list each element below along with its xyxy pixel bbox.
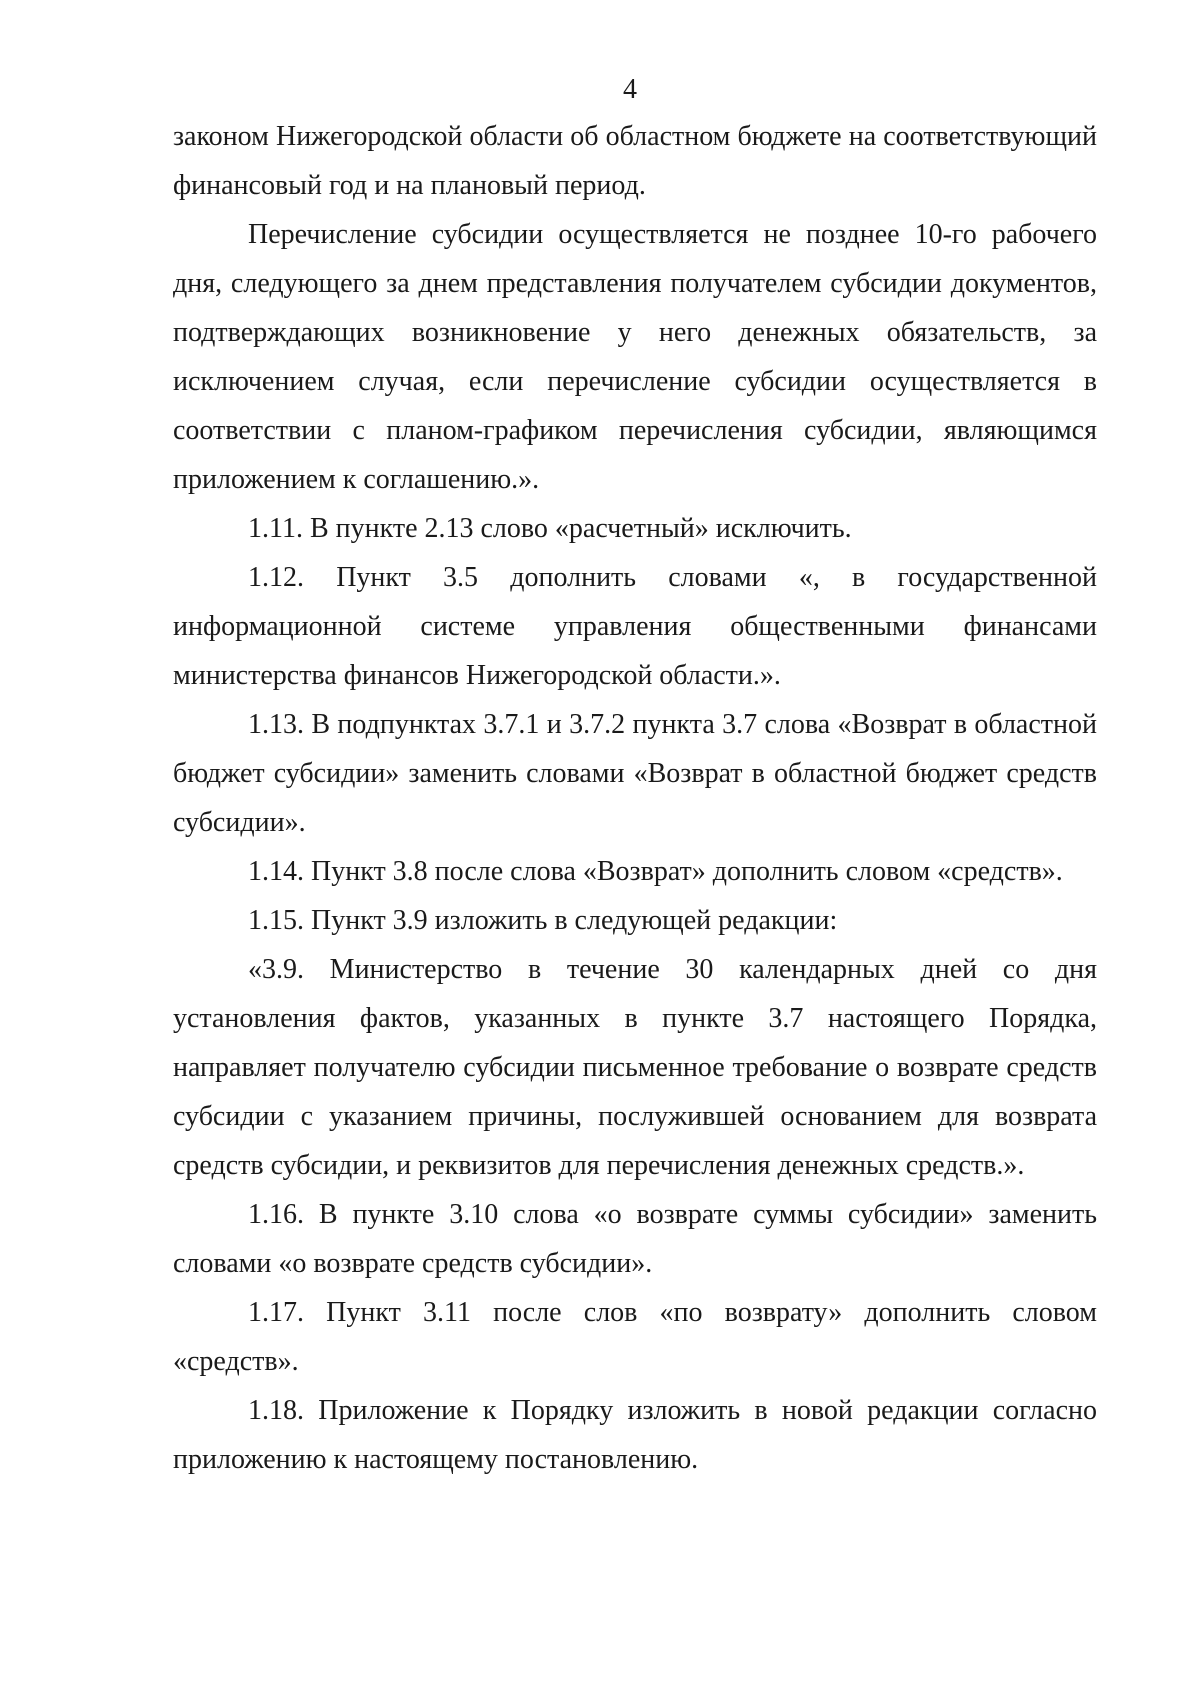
paragraph-1-13: 1.13. В подпунктах 3.7.1 и 3.7.2 пункта 3.7 слова «Возврат в областной бюджет субсидии» заменить словами «Возврат в областной бюджет средств субсидии». [173, 709, 1097, 838]
page-number: 4 [623, 74, 637, 105]
paragraph-1-15: 1.15. Пункт 3.9 изложить в следующей редакции: [248, 905, 838, 936]
paragraph-1-16: 1.16. В пункте 3.10 слова «о возврате суммы субсидии» заменить словами «о возврате средств субсидии». [173, 1199, 1097, 1279]
paragraph-1-11: 1.11. В пункте 2.13 слово «расчетный» исключить. [248, 513, 852, 544]
paragraph-3-9-quote: «3.9. Министерство в течение 30 календарных дней со дня установления фактов, указанных в пункте 3.7 настоящего Порядка, направляет получателю субсидии письменное требование о возврате средств субсидии с указанием причины, послужившей основанием для возврата средств субсидии, и реквизитов для перечисления денежных средств.». [173, 954, 1097, 1181]
paragraph-1-14: 1.14. Пункт 3.8 после слова «Возврат» дополнить словом «средств». [248, 856, 1063, 887]
paragraph-1-18: 1.18. Приложение к Порядку изложить в новой редакции согласно приложению к настоящему постановлению. [173, 1395, 1097, 1475]
paragraph-1-12: 1.12. Пункт 3.5 дополнить словами «, в государственной информационной системе управления общественными финансами министерства финансов Нижегородской области.». [173, 562, 1097, 691]
paragraph-transfer-terms: Перечисление субсидии осуществляется не позднее 10-го рабочего дня, следующего за днем представления получателем субсидии документов, подтверждающих возникновение у него денежных обязательств, за исключением случая, если перечисление субсидии осуществляется в соответствии с планом-графиком перечисления субсидии, являющимся приложением к соглашению.». [173, 219, 1097, 495]
paragraph-1-17: 1.17. Пункт 3.11 после слов «по возврату» дополнить словом «средств». [173, 1297, 1097, 1377]
paragraph-continuation: законом Нижегородской области об областном бюджете на соответствующий финансовый год и на плановый период. [173, 121, 1097, 201]
document-body [173, 112, 1097, 1484]
